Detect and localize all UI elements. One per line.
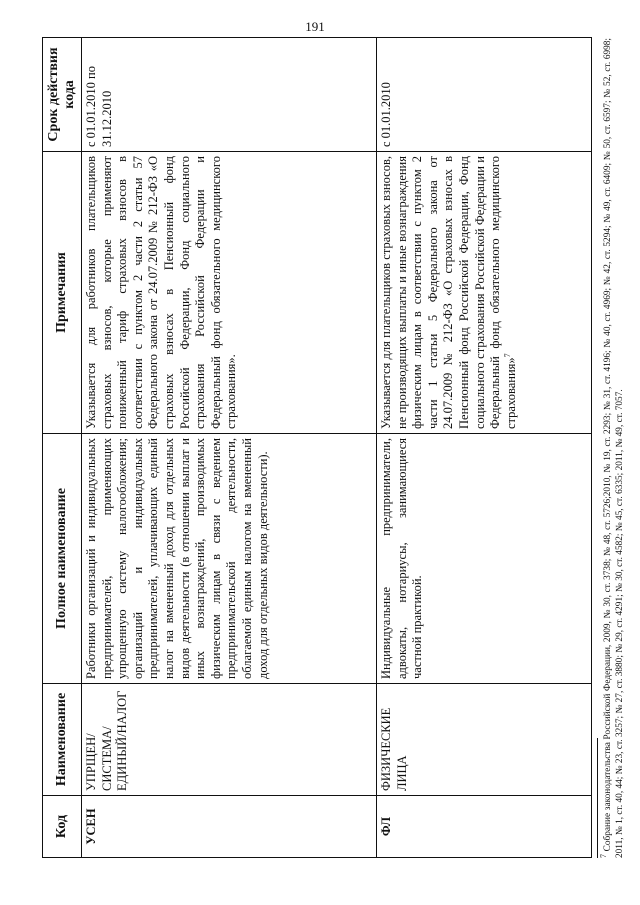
table-header-row [43, 38, 82, 858]
header-full-name: Полное наименование [43, 434, 82, 684]
header-term: Срок действия кода [43, 38, 82, 152]
row-name: УПРЩЕН/СИСТЕМА/ЕДИНЫЙ/НАЛОГ [82, 684, 377, 796]
table-row [82, 38, 377, 858]
page-number: 191 [305, 19, 325, 34]
row-term: с 01.01.2010 [377, 38, 592, 152]
footnote-text: Собрание законодательства Российской Федерации, 2009, № 30, ст. 3738; № 48, ст. 5726;2010, № 19, ст. 2293; № 31, ст. 4196; № 40, ст. 4969; № 42, ст. 5294; № 49, ст. 6409; № 50, ст. 6597; № 52, ст. 6998; 2011, № 1, ст. 40, 44; № 23, ст. 3257; № 27, ст. 3880; № 29, ст. 4291; № 30, ст. 4582; № 45, ст. 6335; 2011, № 49, ст. 7057. [603, 38, 625, 858]
row-full-name: Работники организаций и индивидуальных предпринимателей, применяющих упрощенную систему налогообложения; организаций и индивидуальных предпринимателей, уплачивающих единый налог на вмененный доход для отдельных видов деятельности (в отношении выплат и иных вознаграждений, производимых физическим лицам в связи с ведением предпринимательской деятельности, облагаемой единым налогом на вмененный доход для отдельных видов деятельности). [82, 434, 377, 684]
footnote-reference: 7 [502, 353, 512, 358]
footnote [598, 38, 626, 858]
header-notes: Примечания [43, 152, 82, 434]
row-name: ФИЗИЧЕСКИЕ ЛИЦА [377, 684, 592, 796]
codes-table [42, 37, 592, 858]
row-term: с 01.01.2010 по 31.12.2010 [82, 38, 377, 152]
footnote-divider [597, 738, 598, 858]
header-code: Код [43, 796, 82, 858]
row-notes: Указывается для работников плательщиков страховых взносов, которые применяют пониженный тариф страховых взносов в соответствии с пунктом 2 части 2 статьи 57 Федерального закона от 24.07.2009 № 212-ФЗ «О страховых взносах в Пенсионный фонд Российской Федерации, Фонд социального страхования Российской Федерации и Федеральный фонд обязательного медицинского страхования». [82, 152, 377, 434]
table-row [377, 38, 592, 858]
row-code: УСЕН [82, 796, 377, 858]
row-notes [377, 152, 592, 434]
row-full-name: Индивидуальные предприниматели, адвокаты, нотариусы, занимающиеся частной практикой. [377, 434, 592, 684]
footnote-mark: 7 [598, 854, 608, 858]
header-name: Наименование [43, 684, 82, 796]
row-code: ФЛ [377, 796, 592, 858]
rotated-sheet [42, 19, 625, 858]
row-notes-text: Указывается для плательщиков страховых взносов, не производящих выплаты и иные вознаграждения физическим лицам в соответствии с пунктом 2 части 1 статьи 5 Федерального закона от 24.07.2009 № 212-ФЗ «О страховых взносах в Пенсионный фонд Российской Федерации, Фонд социального страхования Российской Федерации и Федеральный фонд обязательного медицинского страхования» [379, 156, 518, 429]
